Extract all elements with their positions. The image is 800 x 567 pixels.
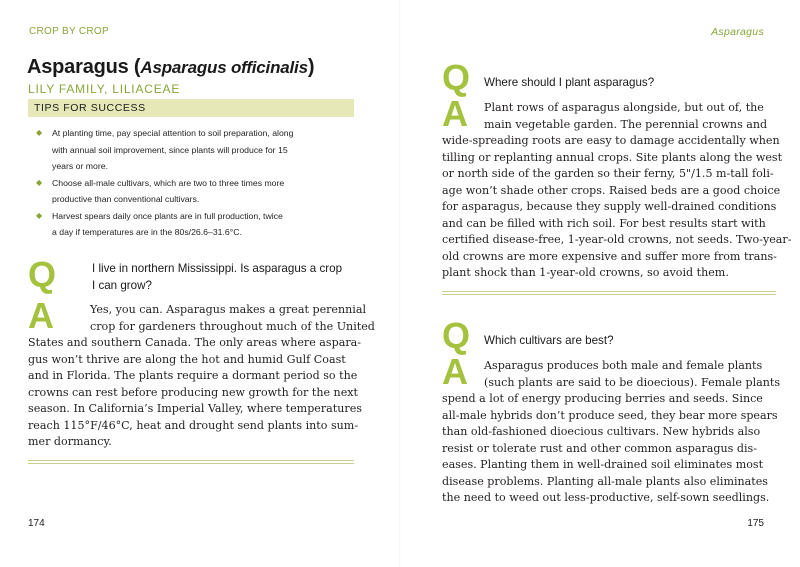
title-common: Asparagus ( — [27, 56, 141, 78]
section-divider — [28, 463, 354, 464]
answer-text: Plant rows of asparagus alongside, but out of, the main vegetable garden. The perennial crowns and wide-spreading roots are easy to damage accidentally when tilling or replanting annual crops. Site plants along the west or north side of the garden so their ferny, 5"/1.5 m-tall foli- age won’t shade other crops. Raised beds are a good choice for asparagus, because they supply well-drained conditions and can be filled with rich soil. For best results start with certified disease-free, 1-year-old crowns, not seeds. Two-year- old crowns are more expensive and suffer more from trans- plant shock than 1-year-old crowns, so avoid them. — [442, 101, 792, 279]
question-text: I live in northern Mississippi. Is asparagus a crop I can grow? — [92, 262, 343, 292]
diamond-bullet-icon: ◆ — [36, 177, 43, 187]
section-divider — [28, 460, 354, 461]
answer-text: Asparagus produces both male and female plants (such plants are said to be dioecious). Female plants spend a lot of energy producing berries and seeds. Since all-male hybrids don’t produce seed, they bear more spears than old-fashioned dioecious cultivars. New hybrids also resist or tolerate rust and other common asparagus dis- eases. Planting them in well-drained soil eliminates most disease problems. Planting all-male plants also eliminates the need to weed out less-productive, self-sown seedlings. — [442, 359, 781, 504]
question-text: Where should I plant asparagus? — [484, 76, 655, 89]
tip-item: ◆ At planting time, pay special attention to soil preparation, along with annual soil improvement, since plants will produce for 15 years or more. — [38, 125, 358, 175]
question-letter: Q — [28, 254, 57, 295]
tip-item: ◆ Choose all-male cultivars, which are two to three times more productive than conventional cultivars. — [38, 175, 358, 208]
plant-family: LILY FAMILY, LILIACEAE — [28, 82, 181, 96]
question-letter: Q — [442, 57, 471, 98]
page-number-right: 175 — [747, 518, 764, 529]
answer-letter: A — [442, 93, 468, 134]
page-title — [27, 56, 314, 79]
tips-list — [38, 125, 358, 241]
tips-heading-bar — [28, 99, 354, 117]
title-latin: Asparagus officinalis — [140, 58, 308, 77]
right-page — [400, 0, 800, 567]
question-letter: Q — [442, 315, 471, 356]
running-head-right: Asparagus — [711, 26, 764, 38]
tips-heading: TIPS FOR SUCCESS — [34, 102, 146, 114]
question-text: Which cultivars are best? — [484, 334, 614, 347]
page-number-left: 174 — [28, 518, 45, 529]
diamond-bullet-icon: ◆ — [36, 128, 43, 137]
answer-letter: A — [442, 351, 468, 392]
section-divider — [442, 294, 776, 295]
answer-letter: A — [28, 295, 54, 336]
running-head-left: CROP BY CROP — [29, 26, 109, 37]
title-close: ) — [307, 56, 315, 78]
tip-item: ◆ Harvest spears daily once plants are in full production, twice a day if temperatures are in the 80s/26.6–31.6°C. — [38, 208, 358, 241]
diamond-bullet-icon: ◆ — [36, 210, 43, 220]
answer-text: Yes, you can. Asparagus makes a great perennial crop for gardeners throughout much of the United States and southern Canada. The only areas where aspara- gus won’t thrive are along the hot and humid Gulf Coast and in Florida. The plants require a dormant period so the crowns can rest before producing new growth for the next season. In California’s Imperial Valley, where temperatures reach 115°F/46°C, heat and drought send plants into sum- mer dormancy. — [28, 303, 375, 448]
section-divider — [442, 291, 776, 292]
